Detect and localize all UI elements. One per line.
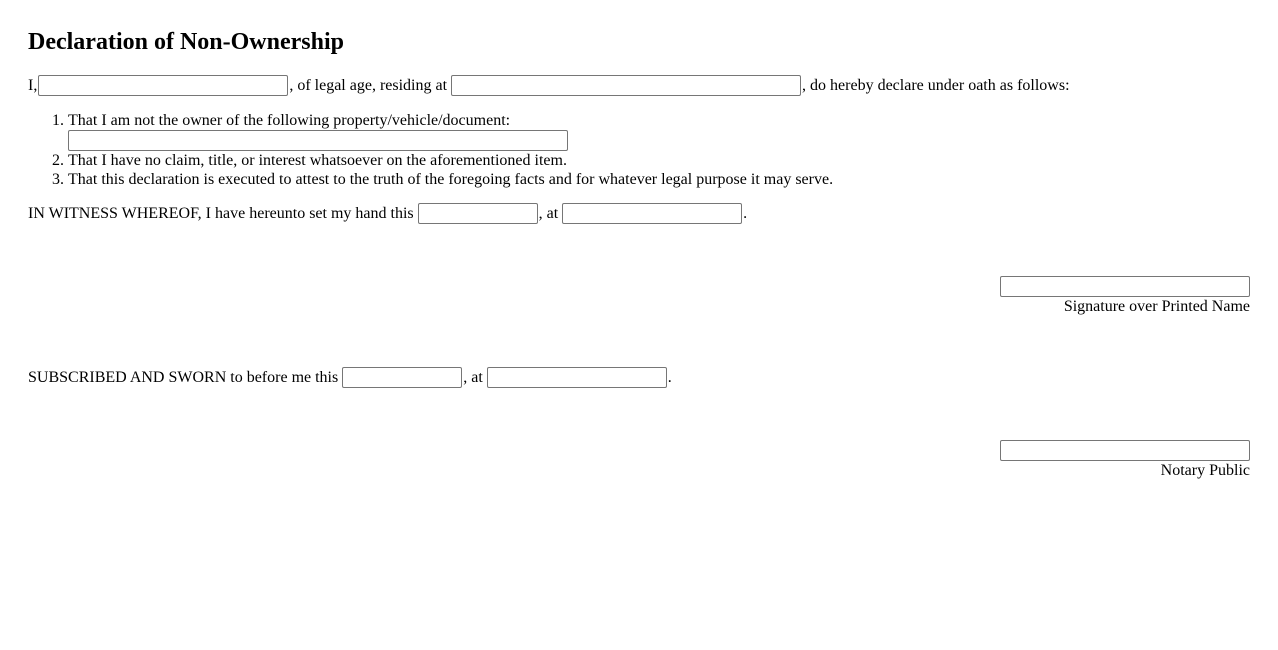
sworn-at-label: , at (463, 368, 483, 386)
witness-at-label: , at (538, 204, 559, 222)
witness-prefix: IN WITNESS WHEREOF, I have hereunto set my hand this (28, 204, 414, 222)
list-item-text: That this declaration is executed to attest to the truth of the foregoing facts and for whatever legal purpose it may serve. (68, 171, 834, 188)
sworn-place-field[interactable] (487, 367, 667, 388)
list-item (52, 170, 834, 189)
sworn-end: . (667, 368, 672, 386)
list-item-text: That I have no claim, title, or interest whatsoever on the aforementioned item. (68, 152, 567, 169)
signature-field[interactable] (1000, 276, 1250, 297)
list-item (52, 111, 833, 151)
notary-block (990, 440, 1250, 480)
signature-block (990, 276, 1250, 316)
list-item (52, 151, 833, 170)
witness-line (28, 203, 747, 224)
intro-prefix: I, (28, 76, 38, 94)
sworn-prefix: SUBSCRIBED AND SWORN to before me this (28, 368, 339, 386)
intro-suffix: , do hereby declare under oath as follows: (802, 76, 1070, 94)
notary-signature-field[interactable] (1000, 440, 1250, 461)
sworn-date-field[interactable] (342, 367, 462, 388)
sworn-line (28, 367, 672, 388)
witness-end: . (743, 204, 748, 222)
intro-line (28, 75, 1070, 96)
notary-caption: Notary Public (1160, 462, 1250, 479)
list-item-number: 1. (52, 112, 64, 129)
witness-place-field[interactable] (562, 203, 742, 224)
declaration-list (52, 111, 834, 189)
list-item-number: 3. (52, 171, 64, 188)
intro-middle: , of legal age, residing at (289, 76, 448, 94)
residence-address-field[interactable] (451, 75, 801, 96)
list-item-number: 2. (52, 152, 64, 169)
page-title: Declaration of Non-Ownership (28, 29, 344, 55)
signature-caption: Signature over Printed Name (1063, 298, 1250, 315)
declarant-name-field[interactable] (38, 75, 288, 96)
property-description-field[interactable] (68, 130, 568, 151)
list-item-text: That I am not the owner of the following property/vehicle/document: (68, 112, 511, 129)
witness-date-field[interactable] (418, 203, 538, 224)
